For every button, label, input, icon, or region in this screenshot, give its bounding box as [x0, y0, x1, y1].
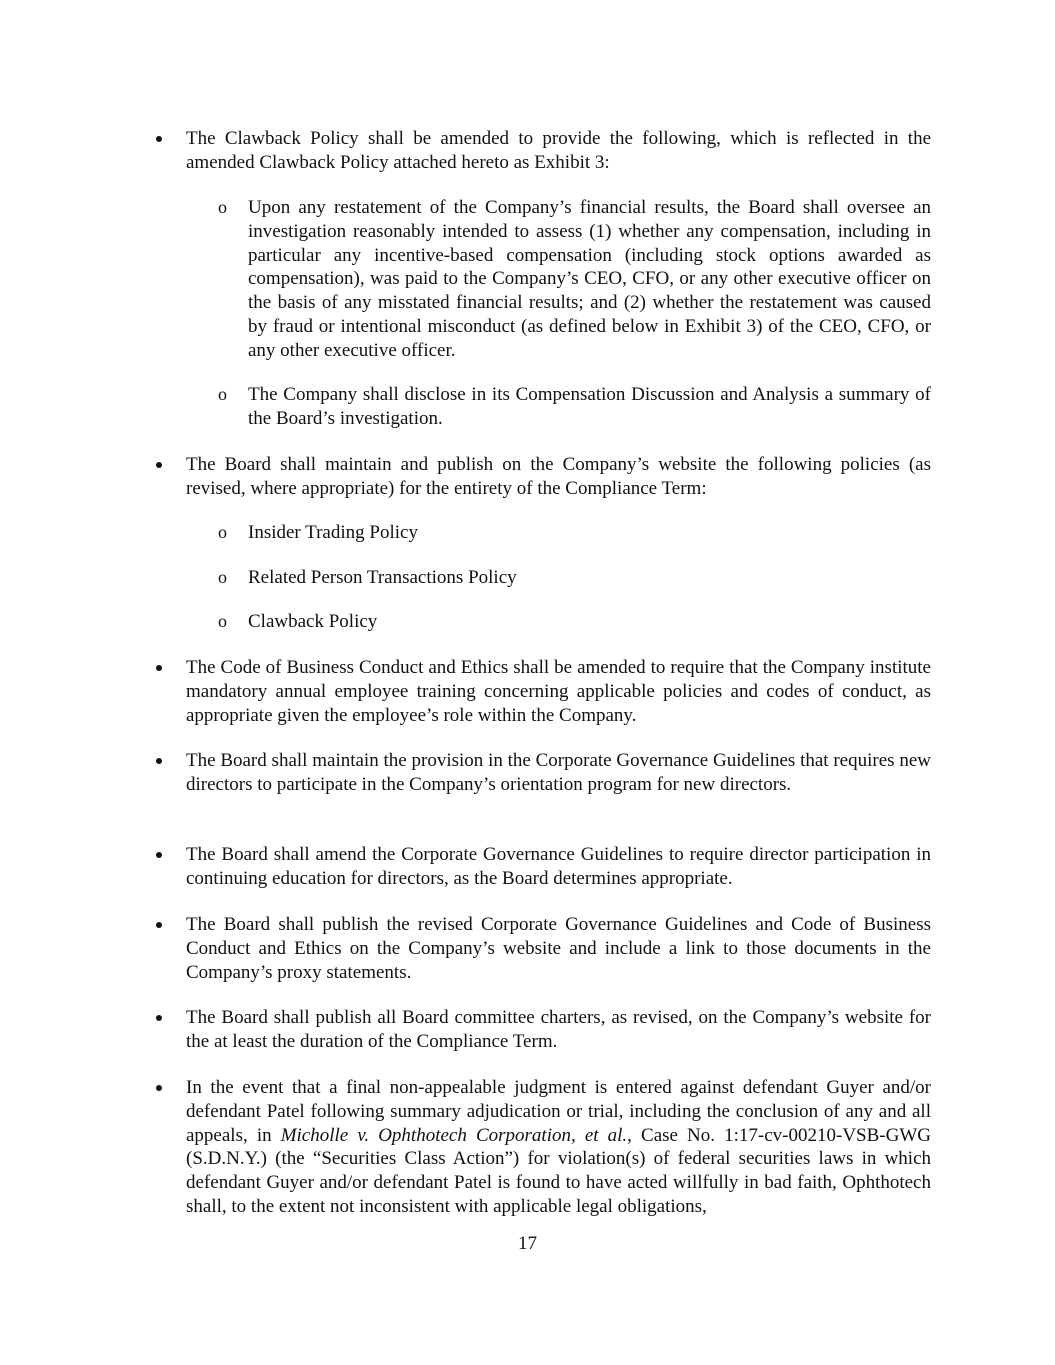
bullet-marker: [156, 1015, 162, 1021]
bullet-text: The Code of Business Conduct and Ethics shall be amended to require that the Company institute mandatory annual employee training concerning applicable policies and codes of conduct, as appropriate given the employee’s role within the Company.: [186, 657, 931, 726]
bullet-marker: [156, 922, 162, 928]
bullet-text: The Board shall publish all Board committee charters, as revised, on the Company’s website for the at least the duration of the Compliance Term.: [186, 1007, 931, 1052]
sub-bullet-text: Clawback Policy: [248, 611, 378, 632]
sub-bullet-text: Insider Trading Policy: [248, 522, 418, 543]
sub-bullet-item: [218, 521, 931, 545]
sub-bullet-text: The Company shall disclose in its Compensation Discussion and Analysis a summary of the Board’s investigation.: [248, 384, 931, 429]
bullet-text: The Board shall maintain and publish on the Company’s website the following policies (as revised, where appropriate) for the entirety of the Compliance Term:: [186, 454, 931, 499]
bullet-marker: [156, 462, 162, 468]
bullet-item: [186, 656, 931, 727]
sub-bullet-marker: o: [218, 611, 227, 631]
bullet-item: [186, 127, 931, 175]
bullet-text-start: In the event that a final non-appealable judgment is entered against defendant Guyer and/or defendant Patel following summary adjudication or trial, including the conclusion of any and all appeals, in: [186, 1077, 931, 1146]
bullet-marker: [156, 1085, 162, 1091]
case-name: Micholle v. Ophthotech Corporation, et al.: [280, 1124, 628, 1146]
sub-bullet-item: [218, 610, 931, 634]
sub-bullet-marker: o: [218, 567, 227, 587]
bullet-text-end: , Case No. 1:17-cv-00210-VSB-GWG (S.D.N.Y.) (the “Securities Class Action”) for violation(s) of federal securities laws in which defendant Guyer and/or defendant Patel is found to have acted willfully in bad faith, Ophthotech shall, to the extent not inconsistent with applicable legal obligations,: [186, 1124, 931, 1217]
bullet-marker: [156, 758, 162, 764]
sub-bullet-item: [218, 566, 931, 590]
bullet-marker: [156, 136, 162, 142]
sub-bullet-text: Upon any restatement of the Company’s financial results, the Board shall oversee an investigation reasonably intended to assess (1) whether any compensation, including in particular any incentive-based compensation (including stock options awarded as compensation), was paid to the Company’s CEO, CFO, or any other executive officer on the basis of any misstated financial results; and (2) whether the restatement was caused by fraud or intentional misconduct (as defined below in Exhibit 3) of the CEO, CFO, or any other executive officer.: [248, 197, 931, 361]
page-number: 17: [518, 1233, 537, 1254]
bullet-text: The Board shall maintain the provision in the Corporate Governance Guidelines that requires new directors to participate in the Company’s orientation program for new directors.: [186, 750, 931, 795]
sub-bullet-item: [218, 383, 931, 431]
bullet-item: [186, 1006, 931, 1054]
bullet-marker: [156, 665, 162, 671]
sub-bullet-marker: o: [218, 522, 227, 542]
bullet-text: The Board shall amend the Corporate Governance Guidelines to require director participation in continuing education for directors, as the Board determines appropriate.: [186, 844, 931, 889]
bullet-text: The Clawback Policy shall be amended to provide the following, which is reflected in the amended Clawback Policy attached hereto as Exhibit 3:: [186, 128, 931, 173]
bullet-marker: [156, 852, 162, 858]
sub-bullet-marker: o: [218, 197, 227, 217]
sub-bullet-text: Related Person Transactions Policy: [248, 567, 517, 588]
bullet-item: [186, 1076, 931, 1219]
bullet-item: [186, 749, 931, 797]
bullet-item: [186, 913, 931, 984]
sub-bullet-marker: o: [218, 384, 227, 404]
bullet-item: [186, 843, 931, 891]
bullet-item: [186, 453, 931, 501]
bullet-text: The Board shall publish the revised Corporate Governance Guidelines and Code of Business Conduct and Ethics on the Company’s website and include a link to those documents in the Company’s proxy statements.: [186, 914, 931, 983]
sub-bullet-item: [218, 196, 931, 363]
